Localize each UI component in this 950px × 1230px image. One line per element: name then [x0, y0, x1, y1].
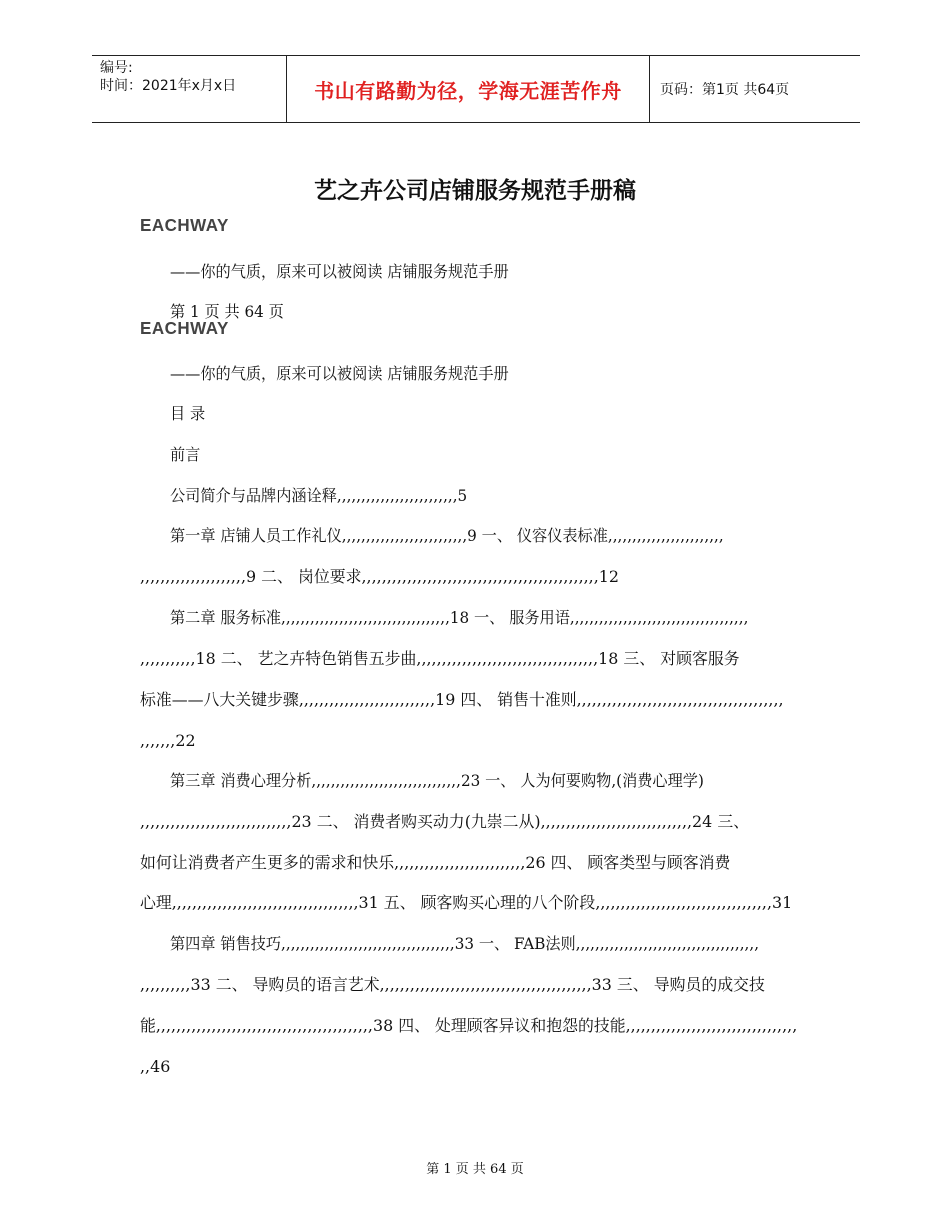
toc-line: ,,,,,,,,,,33 二、 导购员的语言艺术,,,,,,,,,,,,,,,,,,,,,,,,,,,,,,,,,,,,,,,,,,33 三、 导购员的成交技 — [140, 975, 765, 994]
toc-line: 心理,,,,,,,,,,,,,,,,,,,,,,,,,,,,,,,,,,,,,31 五、 顾客购买心理的八个阶段,,,,,,,,,,,,,,,,,,,,,,,,,,,,,,,,,,,31 — [140, 893, 793, 912]
toc-line: ,,,,,,,,,,,18 二、 艺之卉特色销售五步曲,,,,,,,,,,,,,,,,,,,,,,,,,,,,,,,,,,,,18 三、 对顾客服务 — [140, 649, 740, 668]
toc-line: 如何让消费者产生更多的需求和快乐,,,,,,,,,,,,,,,,,,,,,,,,,,26 四、 顾客类型与顾客消费 — [140, 853, 731, 872]
toc-line: 第三章 消费心理分析,,,,,,,,,,,,,,,,,,,,,,,,,,,,,,,23 一、 人为何要购物,(消费心理学) — [170, 771, 704, 790]
toc-line: ,,46 — [140, 1057, 171, 1076]
tagline: ——你的气质，原来可以被阅读 店铺服务规范手册 — [170, 262, 509, 281]
toc-title: 目 录 — [170, 404, 206, 423]
toc-line: 第一章 店铺人员工作礼仪,,,,,,,,,,,,,,,,,,,,,,,,,,9 一、 仪容仪表标准,,,,,,,,,,,,,,,,,,,,,,,, — [170, 526, 724, 545]
toc-line: 第二章 服务标准,,,,,,,,,,,,,,,,,,,,,,,,,,,,,,,,,,,18 一、 服务用语,,,,,,,,,,,,,,,,,,,,,,,,,,,,,,,,,,,,, — [170, 608, 749, 627]
eachway-logo: EACHWAY — [140, 215, 229, 236]
toc-line: 公司简介与品牌内涵诠释,,,,,,,,,,,,,,,,,,,,,,,,,5 — [170, 486, 468, 505]
page-marker: 第 1 页 共 64 页 — [170, 302, 284, 321]
toc-line: 能,,,,,,,,,,,,,,,,,,,,,,,,,,,,,,,,,,,,,,,,,,,38 四、 处理顾客异议和抱怨的技能,,,,,,,,,,,,,,,,,,,,,,,,,,,,,,,,,, — [140, 1016, 798, 1035]
toc-line: ,,,,,,,,,,,,,,,,,,,,,9 二、 岗位要求,,,,,,,,,,,,,,,,,,,,,,,,,,,,,,,,,,,,,,,,,,,,,,,12 — [140, 567, 619, 586]
document-title: 艺之卉公司店铺服务规范手册稿 — [314, 178, 636, 204]
toc-line: ,,,,,,,22 — [140, 731, 196, 750]
toc-line: 标准——八大关键步骤,,,,,,,,,,,,,,,,,,,,,,,,,,,19 四、 销售十准则,,,,,,,,,,,,,,,,,,,,,,,,,,,,,,,,,,,,,,,,, — [140, 690, 784, 709]
toc-line: 第四章 销售技巧,,,,,,,,,,,,,,,,,,,,,,,,,,,,,,,,,,,,33 一、 FAB法则,,,,,,,,,,,,,,,,,,,,,,,,,,,,,,,,,,,,,, — [170, 934, 760, 953]
preface: 前言 — [170, 445, 201, 464]
header-id-label: 编号: — [100, 60, 133, 76]
page-header — [92, 55, 860, 123]
header-meta — [92, 56, 287, 122]
header-time-label: 时间：2021年x月x日 — [100, 78, 237, 94]
tagline-repeat: ——你的气质，原来可以被阅读 店铺服务规范手册 — [170, 364, 509, 383]
page-footer: 第 1 页 共 64 页 — [426, 1162, 524, 1177]
header-page-label: 页码：第1页 共64页 — [660, 82, 790, 98]
eachway-logo-repeat: EACHWAY — [140, 318, 229, 339]
header-motto: 书山有路勤为径，学海无涯苦作舟 — [287, 56, 650, 122]
toc-line: ,,,,,,,,,,,,,,,,,,,,,,,,,,,,,,23 二、 消费者购买动力(九崇二从),,,,,,,,,,,,,,,,,,,,,,,,,,,,,,24 三、 — [140, 812, 750, 831]
